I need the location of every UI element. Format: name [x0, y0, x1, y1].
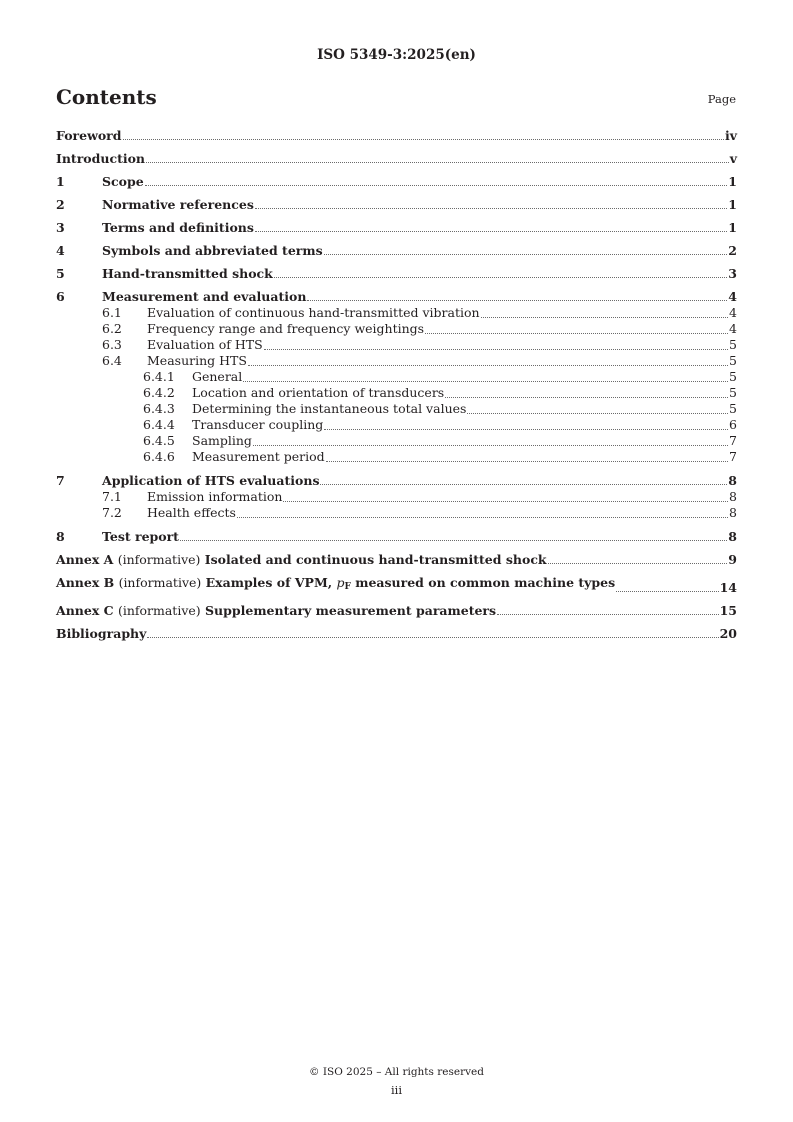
- toc-entry-6-2[interactable]: [56, 321, 737, 337]
- dot-leader: [548, 562, 728, 564]
- toc-entry-number: 5: [56, 266, 65, 281]
- toc-entry-page: 1: [728, 197, 737, 212]
- toc-entry-title: Terms and definitions: [102, 220, 254, 235]
- toc-entry-measurement-evaluation[interactable]: [56, 289, 737, 304]
- dot-leader: [180, 539, 727, 541]
- toc-entry-application[interactable]: [56, 473, 737, 488]
- toc-entry-hand-transmitted-shock[interactable]: [56, 266, 737, 281]
- toc-entry-page: 5: [729, 369, 737, 384]
- toc-entry-title: Emission information: [147, 489, 283, 504]
- toc-entry-title: Test report: [102, 529, 179, 544]
- toc-entry-title: Bibliography: [56, 626, 147, 641]
- toc-entry-number: 6.4.5: [143, 433, 175, 448]
- toc-entry-6-4[interactable]: [56, 353, 737, 369]
- toc-entry-page: 4: [729, 321, 737, 336]
- toc-entry-page: 7: [729, 449, 737, 464]
- toc-entry-6-4-6[interactable]: [56, 449, 737, 465]
- toc-entry-page: 5: [729, 385, 737, 400]
- dot-leader: [145, 184, 728, 186]
- annex-prefix: Annex B: [56, 575, 115, 590]
- toc-entry-title: Symbols and abbreviated terms: [102, 243, 323, 258]
- toc-entry-page: 4: [729, 305, 737, 320]
- toc-entry-title: [56, 603, 496, 618]
- dot-leader: [264, 348, 728, 350]
- annex-title: Isolated and continuous hand-transmitted shock: [204, 552, 547, 567]
- toc-entry-7-2[interactable]: [56, 505, 737, 521]
- toc-entry-page: 5: [729, 353, 737, 368]
- toc-entry-title: Foreword: [56, 128, 122, 143]
- toc-entry-title: Health effects: [147, 505, 236, 520]
- toc-entry-title: Evaluation of continuous hand-transmitted vibration: [147, 305, 480, 320]
- toc-entry-number: 6.3: [102, 337, 122, 352]
- toc-entry-number: 3: [56, 220, 65, 235]
- toc-entry-page: 3: [728, 266, 737, 281]
- toc-entry-6-4-4[interactable]: [56, 417, 737, 433]
- annex-title: Supplementary measurement parameters: [205, 603, 497, 618]
- dot-leader: [274, 276, 727, 278]
- toc-entry-number: 1: [56, 174, 65, 189]
- toc-entry-number: 6.1: [102, 305, 122, 320]
- toc-entry-symbols[interactable]: [56, 243, 737, 258]
- toc-entry-6-4-5[interactable]: [56, 433, 737, 449]
- toc-entry-page: 20: [719, 626, 737, 641]
- toc-entry-number: 7.2: [102, 505, 122, 520]
- toc-entry-title: General: [192, 369, 243, 384]
- toc-entry-test-report[interactable]: [56, 529, 737, 544]
- annex-informative-label: (informative): [117, 603, 201, 618]
- dot-leader: [324, 428, 728, 430]
- dot-leader: [146, 161, 729, 163]
- dot-leader: [616, 590, 718, 592]
- toc-entry-page: 6: [729, 417, 737, 432]
- toc-entry-6-4-1[interactable]: [56, 369, 737, 385]
- toc-entry-title: Evaluation of HTS: [147, 337, 263, 352]
- toc-entry-title: Measurement and evaluation: [102, 289, 307, 304]
- dot-leader: [123, 138, 724, 140]
- toc-entry-number: 6.4: [102, 353, 122, 368]
- annex-prefix: Annex A: [56, 552, 114, 567]
- symbol-subscript: F: [344, 582, 351, 592]
- annex-prefix: Annex C: [56, 603, 114, 618]
- toc-entry-title: Scope: [102, 174, 144, 189]
- toc-entry-page: 1: [728, 174, 737, 189]
- toc-entry-title: [56, 575, 615, 595]
- toc-entry-page: 8: [728, 473, 737, 488]
- symbol-p: p: [336, 575, 345, 590]
- toc-entry-title: Application of HTS evaluations: [102, 473, 320, 488]
- page-number: iii: [390, 1083, 403, 1097]
- toc-entry-number: 6.4.2: [143, 385, 175, 400]
- toc-entry-terms-definitions[interactable]: [56, 220, 737, 235]
- dot-leader: [253, 444, 728, 446]
- toc-entry-title: Determining the instantaneous total values: [192, 401, 467, 416]
- toc-entry-normative-references[interactable]: [56, 197, 737, 212]
- table-of-contents: [56, 128, 737, 641]
- toc-entry-page: 5: [729, 401, 737, 416]
- toc-entry-bibliography[interactable]: [56, 626, 737, 641]
- dot-leader: [283, 500, 728, 502]
- toc-entry-number: 6.4.3: [143, 401, 175, 416]
- dot-leader: [255, 207, 727, 209]
- dot-leader: [324, 253, 728, 255]
- page-column-label: Page: [707, 92, 736, 106]
- toc-entry-page: 1: [728, 220, 737, 235]
- toc-entry-title: Hand-transmitted shock: [102, 266, 273, 281]
- dot-leader: [147, 636, 718, 638]
- toc-entry-page: 2: [728, 243, 737, 258]
- toc-entry-title: Measurement period: [192, 449, 325, 464]
- toc-entry-title: Introduction: [56, 151, 146, 166]
- toc-entry-number: 6.4.6: [143, 449, 175, 464]
- toc-entry-number: 4: [56, 243, 65, 258]
- toc-entry-title: [56, 552, 547, 567]
- annex-title-part: measured on common machine types: [350, 575, 616, 590]
- dot-leader: [243, 380, 728, 382]
- toc-entry-foreword[interactable]: [56, 128, 737, 143]
- toc-entry-6-1[interactable]: [56, 305, 737, 321]
- toc-entry-number: 2: [56, 197, 65, 212]
- dot-leader: [445, 396, 728, 398]
- toc-entry-annex-c[interactable]: [56, 603, 737, 618]
- toc-entry-introduction[interactable]: [56, 151, 737, 166]
- toc-entry-page: iv: [724, 128, 737, 143]
- toc-entry-scope[interactable]: [56, 174, 737, 189]
- toc-entry-number: 7: [56, 473, 65, 488]
- toc-entry-6-3[interactable]: [56, 337, 737, 353]
- copyright-notice: © ISO 2025 – All rights reserved: [309, 1066, 484, 1078]
- toc-entry-page: 8: [729, 489, 737, 504]
- toc-entry-title: Normative references: [102, 197, 254, 212]
- toc-entry-page: 14: [719, 580, 737, 595]
- toc-entry-number: 6: [56, 289, 65, 304]
- dot-leader: [497, 613, 719, 615]
- dot-leader: [425, 332, 728, 334]
- toc-entry-title: Frequency range and frequency weightings: [147, 321, 425, 336]
- toc-entry-page: 8: [728, 529, 737, 544]
- toc-entry-number: 7.1: [102, 489, 122, 504]
- toc-entry-page: 8: [729, 505, 737, 520]
- annex-informative-label: (informative): [118, 575, 202, 590]
- toc-entry-annex-b[interactable]: [56, 575, 737, 595]
- toc-entry-page: 5: [729, 337, 737, 352]
- toc-entry-7-1[interactable]: [56, 489, 737, 505]
- dot-leader: [255, 230, 727, 232]
- toc-entry-number: 6.4.1: [143, 369, 175, 384]
- document-id: ISO 5349-3:2025(en): [317, 47, 476, 63]
- toc-entry-page: 4: [728, 289, 737, 304]
- toc-entry-number: 8: [56, 529, 65, 544]
- toc-entry-title: Location and orientation of transducers: [192, 385, 445, 400]
- dot-leader: [248, 364, 728, 366]
- toc-entry-title: Sampling: [192, 433, 252, 448]
- toc-entry-number: 6.2: [102, 321, 122, 336]
- dot-leader: [237, 516, 728, 518]
- toc-entry-annex-a[interactable]: [56, 552, 737, 567]
- dot-leader: [326, 460, 728, 462]
- toc-entry-title: Transducer coupling: [192, 417, 324, 432]
- dot-leader: [481, 316, 728, 318]
- toc-entry-6-4-3[interactable]: [56, 401, 737, 417]
- toc-entry-page: v: [729, 151, 737, 166]
- dot-leader: [307, 299, 727, 301]
- toc-entry-title: Measuring HTS: [147, 353, 247, 368]
- toc-entry-page: 9: [728, 552, 737, 567]
- contents-heading: Contents: [56, 85, 157, 109]
- annex-title: [206, 575, 616, 590]
- toc-entry-6-4-2[interactable]: [56, 385, 737, 401]
- annex-title-part: Examples of VPM,: [205, 575, 337, 590]
- annex-informative-label: (informative): [117, 552, 201, 567]
- dot-leader: [320, 483, 727, 485]
- toc-entry-page: 7: [729, 433, 737, 448]
- toc-entry-page: 15: [719, 603, 737, 618]
- dot-leader: [467, 412, 728, 414]
- toc-entry-number: 6.4.4: [143, 417, 175, 432]
